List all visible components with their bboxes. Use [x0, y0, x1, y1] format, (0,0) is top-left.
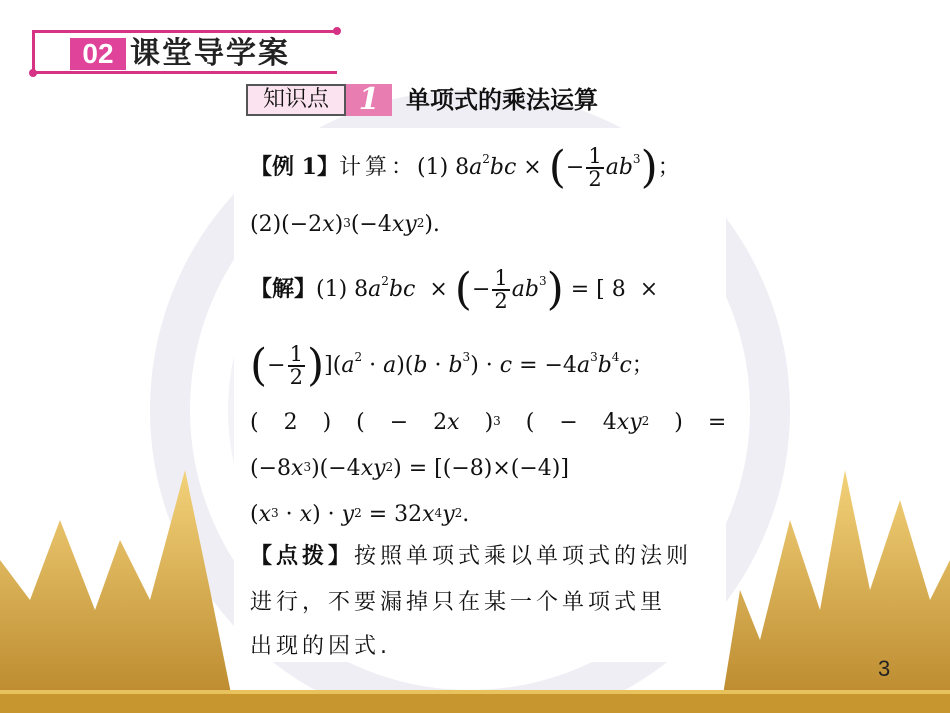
section-number: 02 [70, 38, 126, 70]
tip-line-2: 进行，不要漏掉只在某一个单项式里 [250, 590, 667, 615]
header-dot-top [333, 27, 341, 35]
solution-line-2: (− $\frac{1}{2}$ )]$(a^2 \cdot a)(b \cdot b^3) \cdot c = -4a^3b^4c$； [250, 340, 654, 391]
knowledge-point-tag: 知识点 [246, 84, 346, 116]
content-panel [234, 128, 726, 662]
solution-line-5: $(x^3 \cdot x) \cdot y^2 = 32x^4y^2$. [250, 502, 470, 527]
knowledge-point-title: 单项式的乘法运算 [406, 86, 598, 114]
tip-line-3: 出现的因式. [250, 634, 391, 659]
solution-line-1: 【解】(1) $8a^2bc$ × (− $\frac{1}{2}$ $ab^3$) = [ 8 × [250, 264, 659, 315]
section-title: 课堂导学案 [130, 36, 290, 71]
example-label: 【例 1】 [250, 154, 339, 180]
section-header [32, 30, 337, 76]
tip-text-1: 按照单项式乘以单项式的法则 [354, 544, 693, 569]
tip-line-1 [250, 542, 692, 572]
example-line-1: 【例 1】计算：(1) $8a^2bc$ × (− $\frac{1}{2}$ $ab^3$)； [250, 142, 680, 193]
solution-label: 【解】 [250, 276, 317, 302]
header-dot-bottom [29, 69, 37, 77]
solution-line-4: $(-8x^3)(-4xy^2) = [(-8)\times(-4)]$ [250, 456, 569, 481]
example-line-2: $(2)(-2x)^3(-4xy^2)$. [250, 212, 440, 237]
knowledge-point-number: 1 [346, 84, 392, 116]
tip-label: 【点拨】 [250, 544, 355, 569]
solution-line-3: ( 2 ) ( − 2x )$^3$ ( − $4xy^2$ ) = [250, 410, 727, 435]
page-number: 3 [878, 656, 891, 681]
